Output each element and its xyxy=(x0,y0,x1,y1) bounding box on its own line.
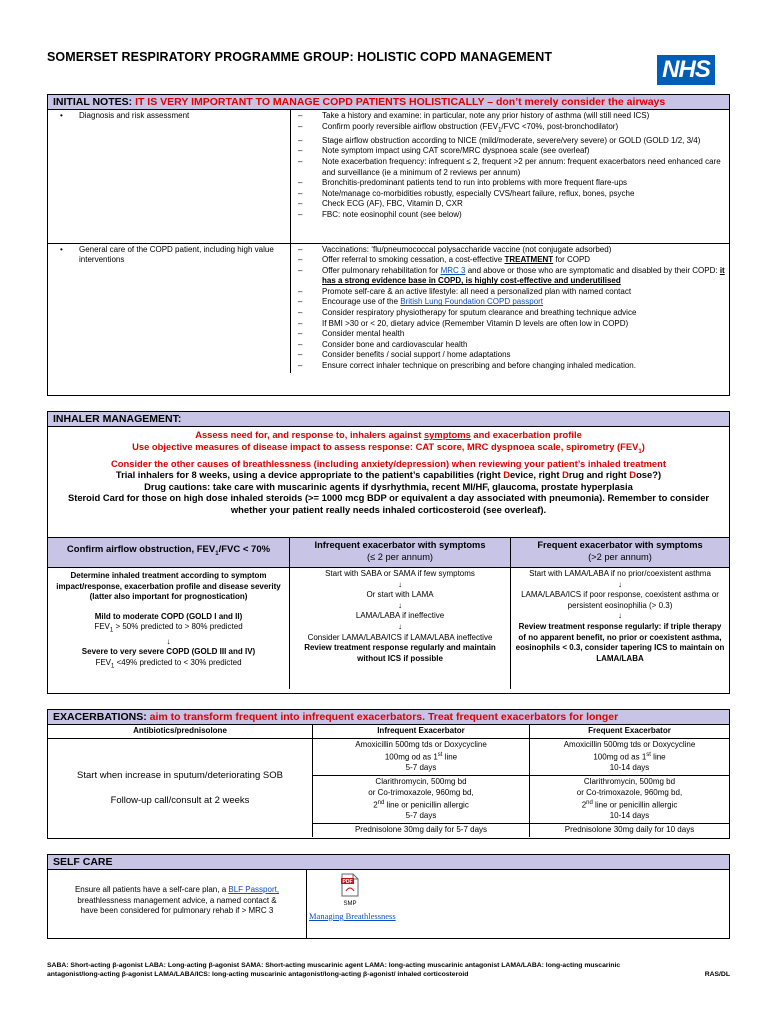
self-care-section xyxy=(47,854,730,939)
page-title: SOMERSET RESPIRATORY PROGRAMME GROUP: HOLISTIC COPD MANAGEMENT xyxy=(47,50,553,64)
mrc3-link[interactable]: MRC 3 xyxy=(440,265,466,275)
pdf-label: SMP xyxy=(343,901,357,907)
pdf-file-icon[interactable] xyxy=(340,873,360,907)
general-care-label: • General care of the COPD patient, including high value interventions xyxy=(51,245,287,266)
managing-breathlessness-link[interactable]: Managing Breathlessness xyxy=(309,911,396,921)
list-item: – Consider respiratory physiotherapy for sputum clearance and breathing technique advice xyxy=(294,308,726,319)
list-item: – FBC: note eosinophil count (see below) xyxy=(294,210,726,221)
list-item: – Stage airflow obstruction according to NICE (mild/moderate, severe/very severe) or GOLD (GOLD 1/2, 3/4) xyxy=(294,136,726,147)
exacerbations-section xyxy=(47,709,730,839)
list-item: – Encourage use of the British Lung Foundation COPD passport xyxy=(294,297,726,308)
list-item: – Ensure correct inhaler technique on prescribing and before changing inhaled medication. xyxy=(294,361,726,372)
list-item: – Bronchitis-predominant patients tend to run into problems with more frequent flare-ups xyxy=(294,178,726,189)
list-item: – Note symptom impact using CAT score/MRC dyspnoea scale (see overleaf) xyxy=(294,146,726,157)
list-item: – Take a history and examine: in particular, note any prior history of asthma (will still need ICS) xyxy=(294,111,726,122)
list-item: – Note/manage co-morbidities robustly, especially CVS/heart failure, reflux, bones, psyche xyxy=(294,189,726,200)
exac-left-cell: Start when increase in sputum/deteriorating SOB Follow-up call/consult at 2 weeks xyxy=(48,738,313,837)
exac-fr-2: Clarithromycin, 500mg bd or Co-trimoxazole, 960mg bd, 2nd line or penicillin allergic 10-14 days xyxy=(530,776,730,824)
nhs-logo: NHS xyxy=(657,55,715,85)
general-care-list xyxy=(294,245,726,372)
initial-notes-subtitle: IT IS VERY IMPORTANT TO MANAGE COPD PATIENTS HOLISTICALLY – don’t merely consider the airways xyxy=(135,96,666,108)
exac-head-3: Frequent Exacerbator xyxy=(530,725,730,738)
diagnosis-list-cell xyxy=(291,110,730,243)
svg-text:PDF: PDF xyxy=(342,879,353,885)
inhaler-col3-body: Start with LAMA/LABA if no prior/coexistent asthma ↓ LAMA/LABA/ICS if poor response, coexistent asthma or persistent eosinophilia (> 0.3) ↓ Review treatment response regularly: if triple therapy of no apparent benefit, no prior or coexistent asthma, eosinophils < 0.3, consider tapering ICS to maintain on LAMA/LABA xyxy=(511,568,730,689)
exac-head-2: Infrequent Exacerbator xyxy=(313,725,530,738)
blf-passport-link-2[interactable]: BLF Passport, xyxy=(228,885,280,894)
exac-head-1: Antibiotics/prednisolone xyxy=(48,725,313,738)
exac-inf-2: Clarithromycin, 500mg bd or Co-trimoxazole, 960mg bd, 2nd line or penicillin allergic 5-7 days xyxy=(313,776,530,824)
exac-fr-3: Prednisolone 30mg daily for 10 days xyxy=(530,824,730,837)
diagnosis-cell xyxy=(48,110,291,243)
inhaler-col1-body: Determine inhaled treatment according to symptom impact/response, exacerbation profile and disease severity (latter also important for prognostication) Mild to moderate COPD (GOLD I and II) $FEV_1 > 50\%$ predicted to > 80% predicted ↓ Severe to very severe COPD (GOLD III and IV) $FEV_1 <49\%$ predicted to < 30% predicted xyxy=(48,568,290,689)
author-initials: RAS/DL xyxy=(704,971,730,979)
inhaler-guidance xyxy=(48,427,729,519)
initial-notes-label: INITIAL NOTES: xyxy=(53,96,133,108)
self-care-header: SELF CARE xyxy=(48,855,729,870)
list-item: – Vaccinations: ‘flu/pneumococcal polysaccharide vaccine (not conjugate adsorbed) xyxy=(294,245,726,256)
general-care-list-cell xyxy=(291,243,730,373)
list-item: – Consider bone and cardiovascular health xyxy=(294,340,726,351)
diagnosis-label: • Diagnosis and risk assessment xyxy=(51,111,287,122)
list-item: – Offer referral to smoking cessation, a cost-effective TREATMENT for COPD xyxy=(294,255,726,266)
inhaler-line-4: Trial inhalers for 8 weeks, using a device appropriate to the patient’s capabilities (right Device, right Drug and right Dose?) xyxy=(115,469,662,481)
list-item: – Note exacerbation frequency: infrequent ≤ 2, frequent >2 per annum: frequent exacerbators need enhanced care and surveillance (ie a minimum of 2 reviews per annum) xyxy=(294,157,726,178)
inhaler-line-1: Assess need for, and response to, inhalers against symptoms and exacerbation profile xyxy=(195,429,582,440)
exac-inf-3: Prednisolone 30mg daily for 5-7 days xyxy=(313,824,530,837)
initial-notes-table xyxy=(48,110,729,373)
list-item: – Offer pulmonary rehabilitation for MRC 3 and above or those who are symptomatic and disabled by their COPD: it has a strong evidence base in COPD, is highly cost-effective and underutilised xyxy=(294,266,726,287)
exacerbations-table xyxy=(48,725,729,837)
inhaler-table xyxy=(48,537,729,689)
pdf-icon xyxy=(340,873,360,897)
exac-fr-1: Amoxicillin 500mg tds or Doxycycline 100mg od as 1st line 10-14 days xyxy=(530,738,730,775)
inhaler-line-2: Use objective measures of disease impact to assess response: CAT score, MRC dyspnoea scale, spirometry $(FEV_1)$ xyxy=(132,440,645,455)
self-care-text-cell: Ensure all patients have a self-care plan, a BLF Passport, breathlessness management advice, a named contact & have been considered for pulmonary rehab if > MRC 3 xyxy=(48,869,307,938)
inhaler-section xyxy=(47,411,730,694)
inhaler-col3-head: Frequent exacerbator with symptoms (>2 per annum) xyxy=(511,538,730,568)
inhaler-line-3: Consider the other causes of breathlessness (including anxiety/depression) when reviewing your patient’s inhaled treatment xyxy=(111,457,666,469)
list-item: – Confirm poorly reversible airflow obstruction ($FEV_1$/FVC <70%, post-bronchodilator) xyxy=(294,122,726,136)
inhaler-col1-head: Confirm airflow obstruction, $FEV_1$/FVC < 70% xyxy=(48,538,290,568)
exac-inf-1: Amoxicillin 500mg tds or Doxycycline 100mg od as 1st line 5-7 days xyxy=(313,738,530,775)
inhaler-header: INHALER MANAGEMENT: xyxy=(48,412,729,427)
list-item: – Check ECG (AF), FBC, Vitamin D, CXR xyxy=(294,199,726,210)
list-item: – Consider benefits / social support / home adaptations xyxy=(294,350,726,361)
exacerbations-header: EXACERBATIONS: aim to transform frequent into infrequent exacerbators. Treat frequent exacerbators for longer xyxy=(48,710,729,725)
list-item: – Promote self-care & an active lifestyle: all need a personalized plan with named contact xyxy=(294,287,726,298)
list-item: – Consider mental health xyxy=(294,329,726,340)
inhaler-line-6: Steroid Card for those on high dose inhaled steroids (>= 1000 mcg BDP or equivalent a day associated with pneumonia). Remember to consider whether your patient really needs inhaled corticosteroid (see overleaf). xyxy=(67,492,710,515)
inhaler-line-5: Drug cautions: take care with muscarinic agents if dysrhythmia, recent MI/HF, glaucoma, prostate hyperplasia xyxy=(144,480,633,492)
diagnosis-list xyxy=(294,111,726,221)
list-item: – If BMI >30 or < 20, dietary advice (Remember Vitamin D levels are often low in COPD) xyxy=(294,319,726,330)
inhaler-col2-body: Start with SABA or SAMA if few symptoms ↓ Or start with LAMA ↓ LAMA/LABA if ineffective ↓ Consider LAMA/LABA/ICS if LAMA/LABA ineffective Review treatment response regularly and maintain without ICS if possible xyxy=(290,568,511,689)
general-care-cell xyxy=(48,243,291,373)
initial-notes-header xyxy=(48,95,729,110)
inhaler-col2-head: Infrequent exacerbator with symptoms (≤ 2 per annum) xyxy=(290,538,511,568)
blf-passport-link[interactable]: British Lung Foundation COPD passport xyxy=(400,297,544,307)
footer-glossary: SABA: Short-acting β-agonist LABA: Long-acting β-agonist SAMA: Short-acting muscarinic agent LAMA: long-acting muscarinic antagonist LAMA/LABA: long-acting muscarinic antagonist/long-acting β-agonist LAMA/LABA/ICS: long-acting muscarinic antagonist/long-acting β-agonist/ inhaled corticosteroid RAS/DL xyxy=(47,962,730,979)
initial-notes-section xyxy=(47,94,730,396)
